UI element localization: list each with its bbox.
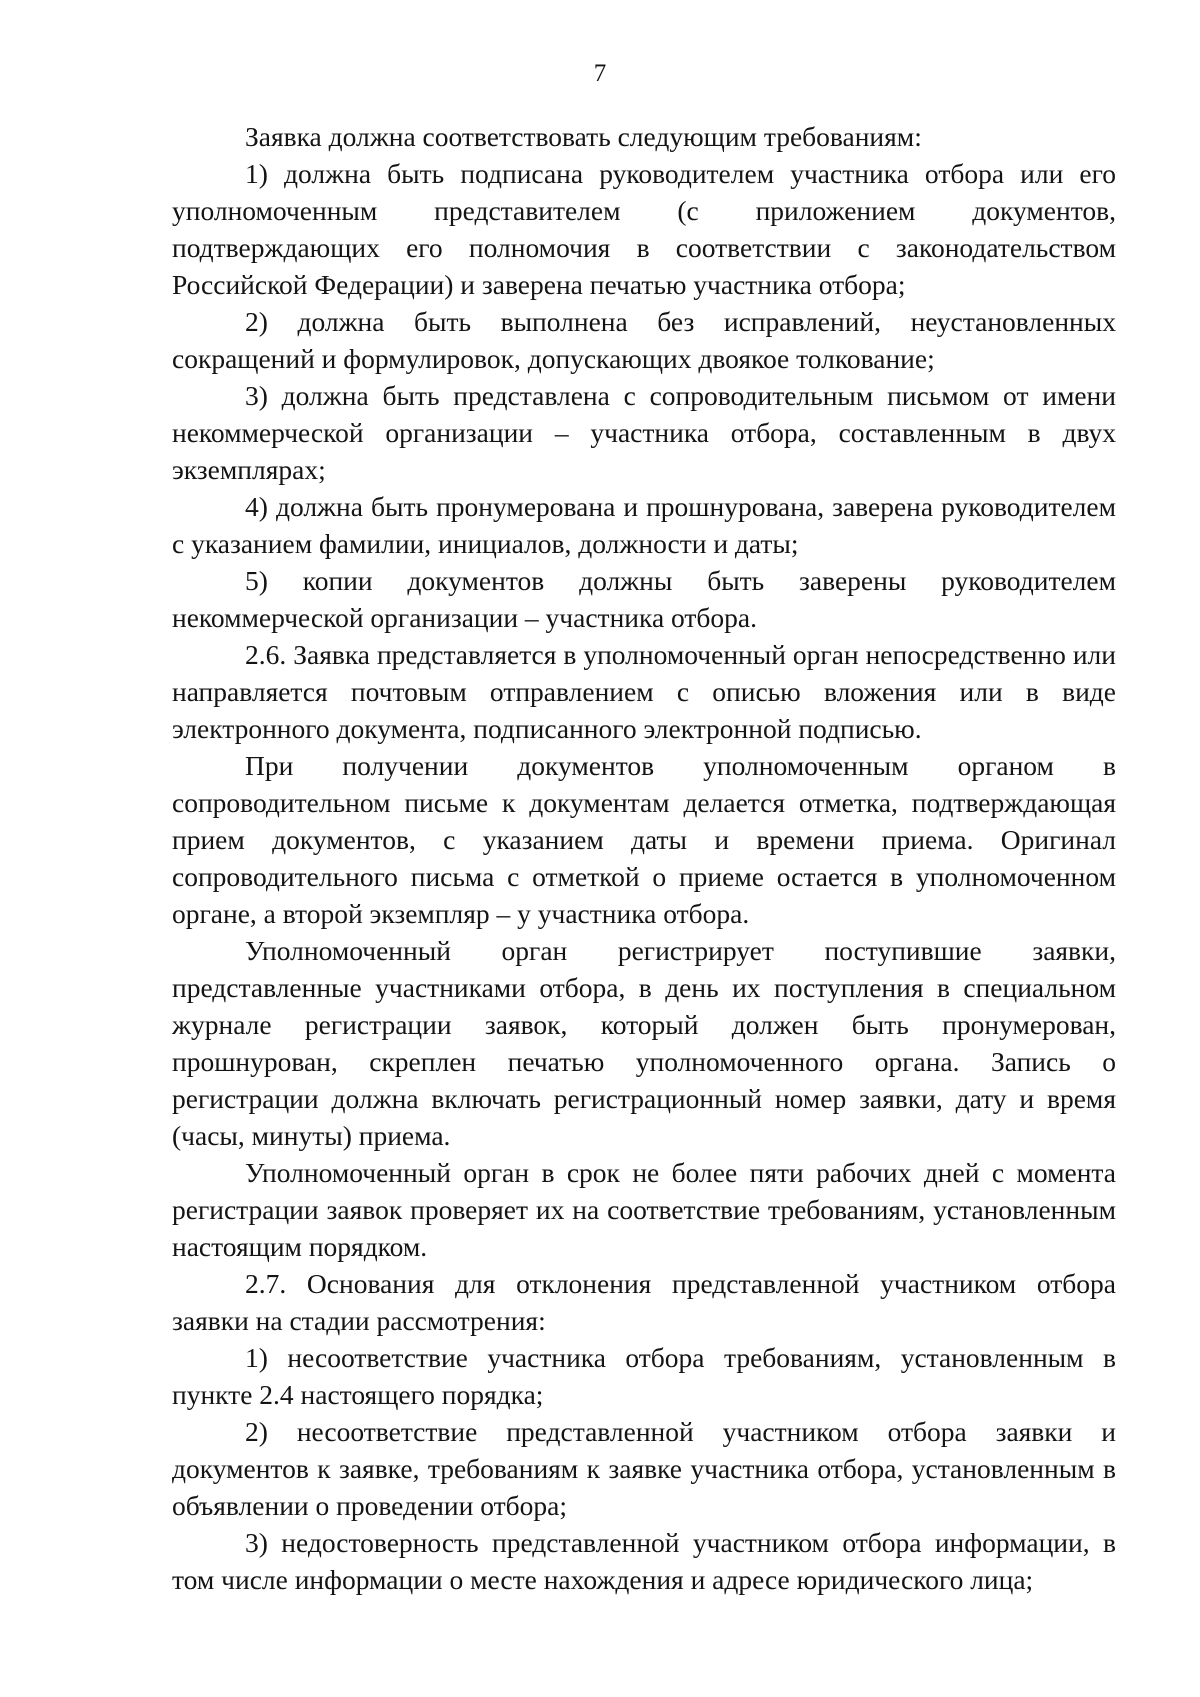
paragraph-requirement-1: 1) должна быть подписана руководителем участника отбора или его уполномоченным представителем (с приложением документов, подтверждающих его полномочия в соответствии с законодательством Российской Федерации) и заверена печатью участника отбора; (172, 158, 1116, 300)
paragraph-requirements-intro: Заявка должна соответствовать следующим требованиям: (245, 121, 922, 152)
document-body (172, 118, 1116, 1598)
paragraph-requirement-4: 4) должна быть пронумерована и прошнурована, заверена руководителем с указанием фамилии, инициалов, должности и даты; (172, 491, 1116, 559)
paragraph-rejection-ground-3: 3) недостоверность представленной участником отбора информации, в том числе информации о месте нахождения и адресе юридического лица; (172, 1527, 1116, 1595)
paragraph-section-2-7: 2.7. Основания для отклонения представленной участником отбора заявки на стадии рассмотрения: (172, 1268, 1116, 1336)
paragraph-requirement-3: 3) должна быть представлена с сопроводительным письмом от имени некоммерческой организации – участника отбора, составленным в двух экземплярах; (172, 380, 1116, 485)
paragraph-requirement-5: 5) копии документов должны быть заверены руководителем некоммерческой организации – участника отбора. (172, 565, 1116, 633)
paragraph-rejection-ground-1: 1) несоответствие участника отбора требованиям, установленным в пункте 2.4 настоящего порядка; (172, 1342, 1116, 1410)
paragraph-receipt-of-documents: При получении документов уполномоченным органом в сопроводительном письме к документам делается отметка, подтверждающая прием документов, с указанием даты и времени приема. Оригинал сопроводительного письма с отметкой о приеме остается в уполномоченном органе, а второй экземпляр – у участника отбора. (172, 750, 1116, 929)
paragraph-section-2-6: 2.6. Заявка представляется в уполномоченный орган непосредственно или направляется почтовым отправлением с описью вложения или в виде электронного документа, подписанного электронной подписью. (172, 639, 1116, 744)
paragraph-review-period: Уполномоченный орган в срок не более пяти рабочих дней с момента регистрации заявок проверяет их на соответствие требованиям, установленным настоящим порядком. (172, 1157, 1116, 1262)
page-number: 7 (593, 60, 607, 87)
paragraph-registration: Уполномоченный орган регистрирует поступившие заявки, представленные участниками отбора, в день их поступления в специальном журнале регистрации заявок, который должен быть пронумерован, прошнурован, скреплен печатью уполномоченного органа. Запись о регистрации должна включать регистрационный номер заявки, дату и время (часы, минуты) приема. (172, 935, 1116, 1151)
paragraph-rejection-ground-2: 2) несоответствие представленной участником отбора заявки и документов к заявке, требованиям к заявке участника отбора, установленным в объявлении о проведении отбора; (172, 1416, 1116, 1521)
paragraph-requirement-2: 2) должна быть выполнена без исправлений, неустановленных сокращений и формулировок, допускающих двоякое толкование; (172, 306, 1116, 374)
